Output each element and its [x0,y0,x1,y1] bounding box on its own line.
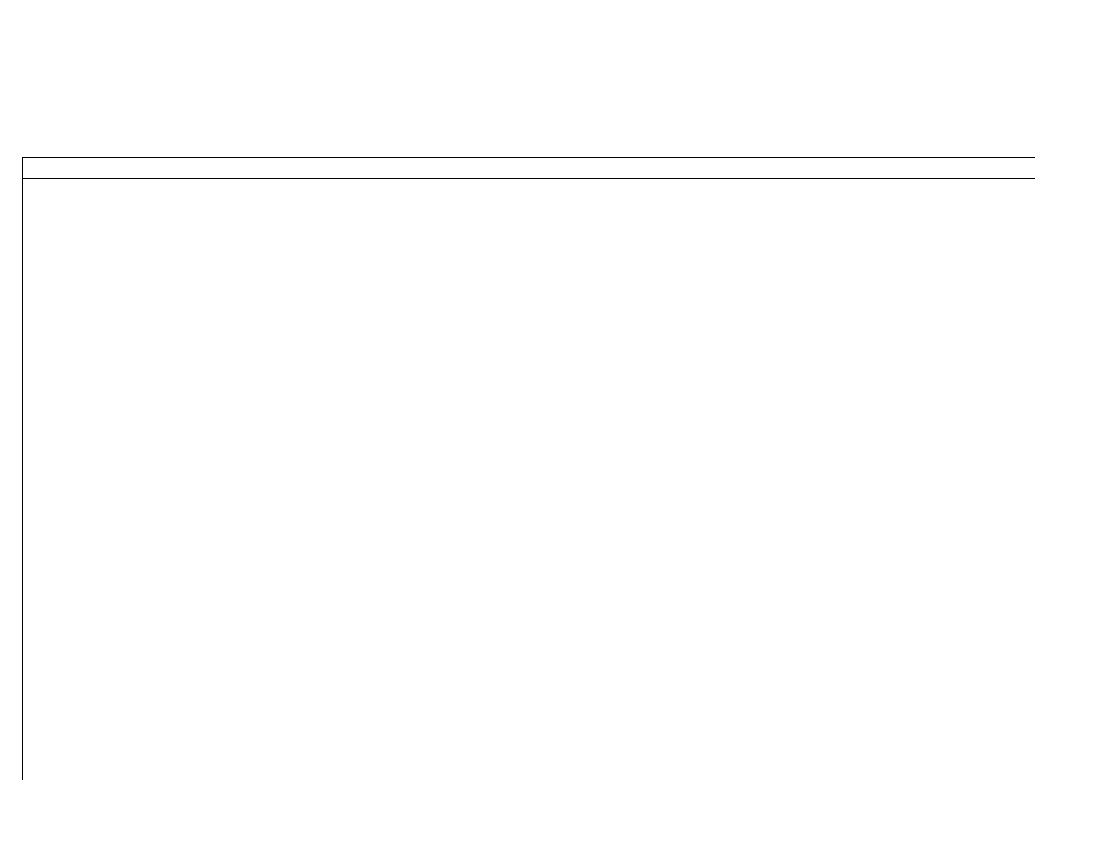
table-frame [22,157,1035,780]
requirement-item [22,56,33,73]
requirement-item [22,22,33,39]
printed-info [677,783,684,797]
requirements-list [22,22,33,73]
header-underline [22,178,1035,179]
report-footer [22,781,1035,803]
requirement-item [22,39,33,56]
scorer-info [852,783,864,797]
results-table [22,157,1035,780]
